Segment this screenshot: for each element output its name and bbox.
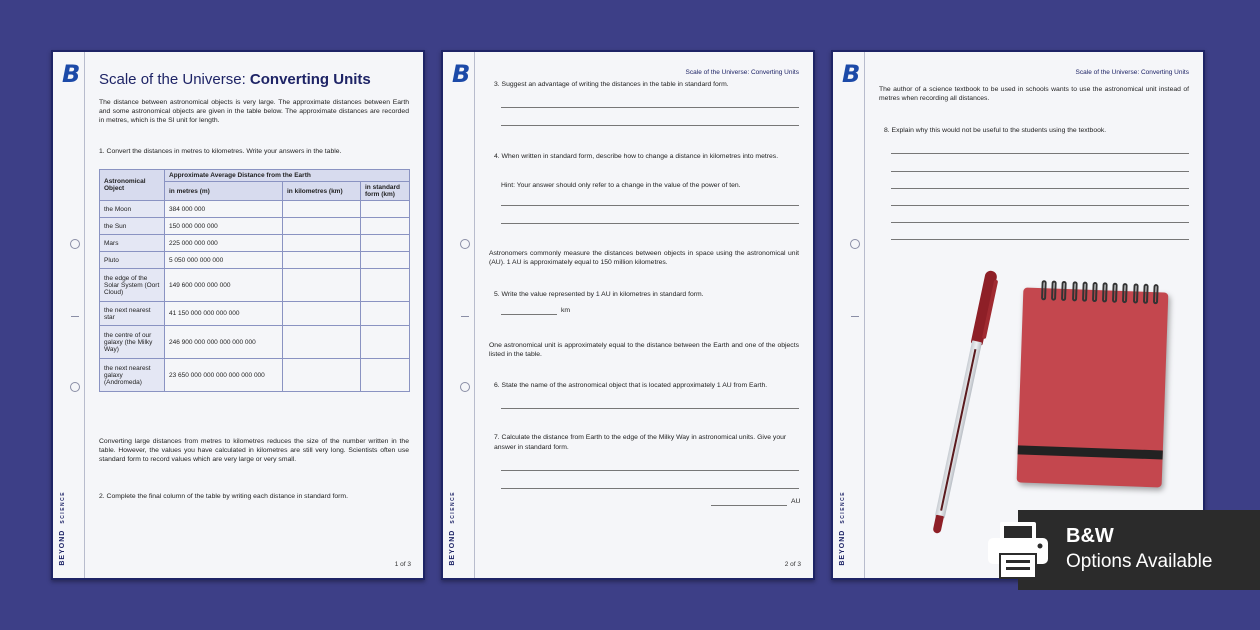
- worksheet-page-2: [441, 50, 815, 580]
- badge-subtitle: Options Available: [1066, 551, 1213, 572]
- km-answer-cell[interactable]: [283, 201, 361, 218]
- group-header: Approximate Average Distance from the Earth: [165, 170, 410, 182]
- q7-unit: AU: [791, 498, 801, 505]
- col-standard-header: in standard form (km): [361, 182, 410, 201]
- table-row: [100, 252, 410, 269]
- standard-form-paragraph: Converting large distances from metres to kilometres reduces the size of the number written in the table. However, the values you have calculated in kilometres are still very long. Scientists often use standard form to record values which are very large or very small.: [99, 438, 409, 464]
- margin-line: [864, 52, 865, 578]
- question-3: 3. Suggest an advantage of writing the distances in the table in standard form.: [494, 81, 729, 88]
- km-answer-cell[interactable]: [283, 302, 361, 326]
- table-row: [100, 201, 410, 218]
- metres-cell: 23 650 000 000 000 000 000 000: [165, 359, 283, 392]
- km-answer-cell[interactable]: [283, 269, 361, 302]
- question-6: 6. State the name of the astronomical object that is located approximately 1 AU from Earth.: [494, 382, 768, 389]
- textbook-paragraph: The author of a science textbook to be used in schools wants to use the astronomical unit instead of metres when recording all distances.: [879, 86, 1189, 103]
- metres-cell: 41 150 000 000 000 000: [165, 302, 283, 326]
- table-row: [100, 235, 410, 252]
- object-cell: the centre of our galaxy (the Milky Way): [100, 326, 165, 359]
- page-number: 1 of 3: [394, 561, 411, 568]
- km-answer-cell[interactable]: [283, 218, 361, 235]
- answer-line[interactable]: [501, 488, 799, 489]
- page-title: Scale of the Universe: Converting Units: [99, 71, 371, 88]
- km-answer-cell[interactable]: [283, 235, 361, 252]
- metres-cell: 5 050 000 000 000: [165, 252, 283, 269]
- km-answer-cell[interactable]: [283, 359, 361, 392]
- answer-line[interactable]: [891, 205, 1189, 206]
- printer-icon: [986, 520, 1050, 580]
- km-answer-cell[interactable]: [283, 252, 361, 269]
- answer-line[interactable]: [501, 408, 799, 409]
- punch-hole: [70, 239, 80, 249]
- worksheet-page-1: [51, 50, 425, 580]
- page-number: 2 of 3: [784, 561, 801, 568]
- object-cell: the Sun: [100, 218, 165, 235]
- answer-line[interactable]: [501, 107, 799, 108]
- punch-hole: [460, 239, 470, 249]
- beyond-logo-icon: B: [842, 60, 861, 88]
- brand-vertical: BEYOND SCIENCE: [839, 491, 846, 566]
- bw-options-badge: [1018, 510, 1260, 590]
- answer-line[interactable]: [891, 222, 1189, 223]
- answer-line[interactable]: [891, 153, 1189, 154]
- badge-title: B&W: [1066, 525, 1114, 547]
- object-cell: Mars: [100, 235, 165, 252]
- table-row: [100, 218, 410, 235]
- fold-mark: [461, 316, 469, 317]
- answer-line[interactable]: [891, 171, 1189, 172]
- col-km-header: in kilometres (km): [283, 182, 361, 201]
- answer-line[interactable]: [891, 188, 1189, 189]
- question-1: 1. Convert the distances in metres to kilometres. Write your answers in the table.: [99, 148, 342, 155]
- answer-line[interactable]: [501, 470, 799, 471]
- brand-vertical: BEYOND SCIENCE: [449, 491, 456, 566]
- standard-answer-cell[interactable]: [361, 201, 410, 218]
- margin-line: [84, 52, 85, 578]
- standard-answer-cell[interactable]: [361, 359, 410, 392]
- question-5: 5. Write the value represented by 1 AU in kilometres in standard form.: [494, 291, 704, 298]
- metres-cell: 149 600 000 000 000: [165, 269, 283, 302]
- question-4: 4. When written in standard form, describe how to change a distance in kilometres into metres.: [494, 153, 779, 160]
- notebook-image: [1017, 288, 1169, 488]
- standard-answer-cell[interactable]: [361, 326, 410, 359]
- table-row: [100, 302, 410, 326]
- answer-line[interactable]: [501, 125, 799, 126]
- page-header: Scale of the Universe: Converting Units: [1075, 69, 1189, 76]
- question-2: 2. Complete the final column of the table by writing each distance in standard form.: [99, 493, 348, 500]
- punch-hole: [70, 382, 80, 392]
- fold-mark: [71, 316, 79, 317]
- question-7: 7. Calculate the distance from Earth to the edge of the Milky Way in astronomical units. Give your answer in standard form.: [494, 434, 787, 451]
- answer-line[interactable]: [501, 314, 557, 315]
- q5-unit: km: [561, 307, 571, 314]
- table-row: [100, 269, 410, 302]
- standard-answer-cell[interactable]: [361, 218, 410, 235]
- au-paragraph-2: One astronomical unit is approximately equal to the distance between the Earth and one of the objects listed in the table.: [489, 342, 799, 359]
- answer-line[interactable]: [711, 505, 787, 506]
- metres-cell: 246 900 000 000 000 000 000: [165, 326, 283, 359]
- page-header: Scale of the Universe: Converting Units: [685, 69, 799, 76]
- question-4-hint: Hint: Your answer should only refer to a change in the value of the power of ten.: [501, 182, 741, 189]
- object-cell: the edge of the Solar System (Oort Cloud): [100, 269, 165, 302]
- beyond-logo-icon: B: [62, 60, 81, 88]
- standard-answer-cell[interactable]: [361, 302, 410, 326]
- col-metres-header: in metres (m): [165, 182, 283, 201]
- answer-line[interactable]: [891, 239, 1189, 240]
- object-cell: Pluto: [100, 252, 165, 269]
- object-cell: the next nearest galaxy (Andromeda): [100, 359, 165, 392]
- metres-cell: 150 000 000 000: [165, 218, 283, 235]
- km-answer-cell[interactable]: [283, 326, 361, 359]
- object-cell: the Moon: [100, 201, 165, 218]
- object-cell: the next nearest star: [100, 302, 165, 326]
- margin-line: [474, 52, 475, 578]
- standard-answer-cell[interactable]: [361, 235, 410, 252]
- answer-line[interactable]: [501, 223, 799, 224]
- punch-hole: [850, 239, 860, 249]
- table-row: [100, 326, 410, 359]
- intro-paragraph: The distance between astronomical objects is very large. The approximate distances between Earth and some astronomical objects are given in the table below. The approximate distances are recorded in metres, which is the SI unit for length.: [99, 99, 409, 125]
- metres-cell: 225 000 000 000: [165, 235, 283, 252]
- table-row: [100, 359, 410, 392]
- brand-vertical: BEYOND SCIENCE: [59, 491, 66, 566]
- punch-hole: [460, 382, 470, 392]
- metres-cell: 384 000 000: [165, 201, 283, 218]
- beyond-logo-icon: B: [452, 60, 471, 88]
- au-paragraph: Astronomers commonly measure the distances between objects in space using the astronomical unit (AU). 1 AU is approximately equal to 150 million kilometres.: [489, 250, 799, 267]
- question-8: 8. Explain why this would not be useful to the students using the textbook.: [884, 127, 1107, 134]
- fold-mark: [851, 316, 859, 317]
- standard-answer-cell[interactable]: [361, 252, 410, 269]
- distance-table: [99, 169, 410, 392]
- answer-line[interactable]: [501, 205, 799, 206]
- standard-answer-cell[interactable]: [361, 269, 410, 302]
- col-object-header: Astronomical Object: [100, 170, 165, 201]
